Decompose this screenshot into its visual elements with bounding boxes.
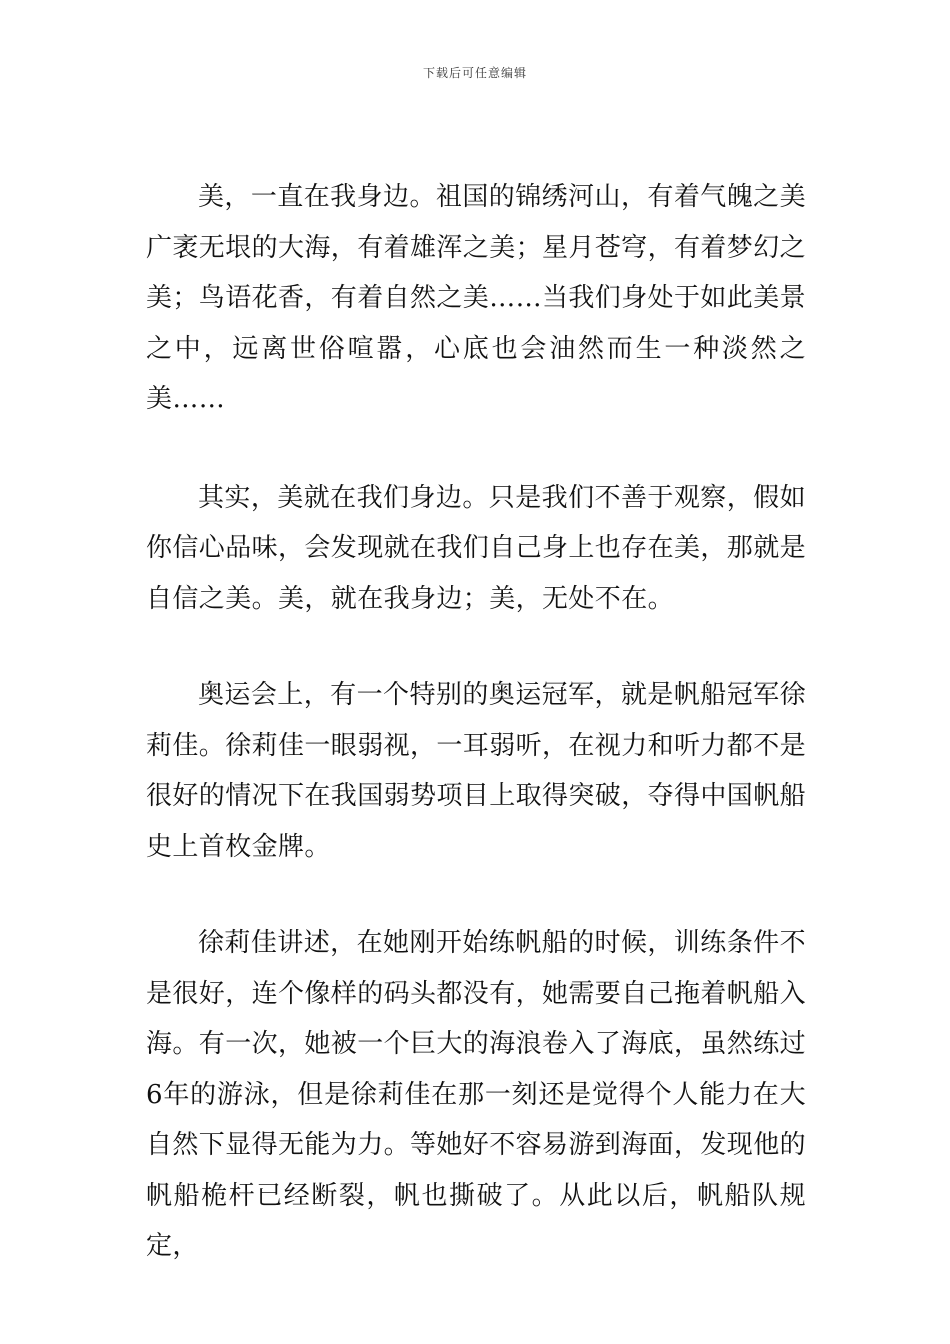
paragraph-4: 徐莉佳讲述，在她刚开始练帆船的时候，训练条件不是很好，连个像样的码头都没有，她需要自己拖着帆船入海。有一次，她被一个巨大的海浪卷入了海底，虽然练过6年的游泳，但是徐莉佳在那一刻还是觉得个人能力在大自然下显得无能为力。等她好不容易游到海面，发现他的帆船桅杆已经断裂，帆也撕破了。从此以后，帆船队规定， (146, 928, 807, 1261)
paragraph-gap (146, 872, 806, 918)
paragraph-2: 其实，美就在我们身边。只是我们不善于观察，假如你信心品味，会发现就在我们自己身上也存在美，那就是自信之美。美，就在我身边；美，无处不在。 (146, 482, 807, 614)
paragraph-1: 美，一直在我身边。祖国的锦绣河山，有着气魄之美广袤无垠的大海，有着雄浑之美；星月苍穹，有着梦幻之美；鸟语花香，有着自然之美……当我们身处于如此美景之中，远离世俗喧嚣，心底也会油然而生一种淡然之美…… (146, 182, 807, 414)
header-note: 下载后可任意编辑 (422, 66, 527, 80)
document-body (146, 172, 806, 1272)
paragraph-3: 奥运会上，有一个特别的奥运冠军，就是帆船冠军徐莉佳。徐莉佳一眼弱视，一耳弱听，在视力和听力都不是很好的情况下在我国弱势项目上取得突破，夺得中国帆船史上首枚金牌。 (146, 680, 807, 862)
paragraph-gap (146, 624, 806, 670)
paragraph-gap (146, 425, 806, 473)
